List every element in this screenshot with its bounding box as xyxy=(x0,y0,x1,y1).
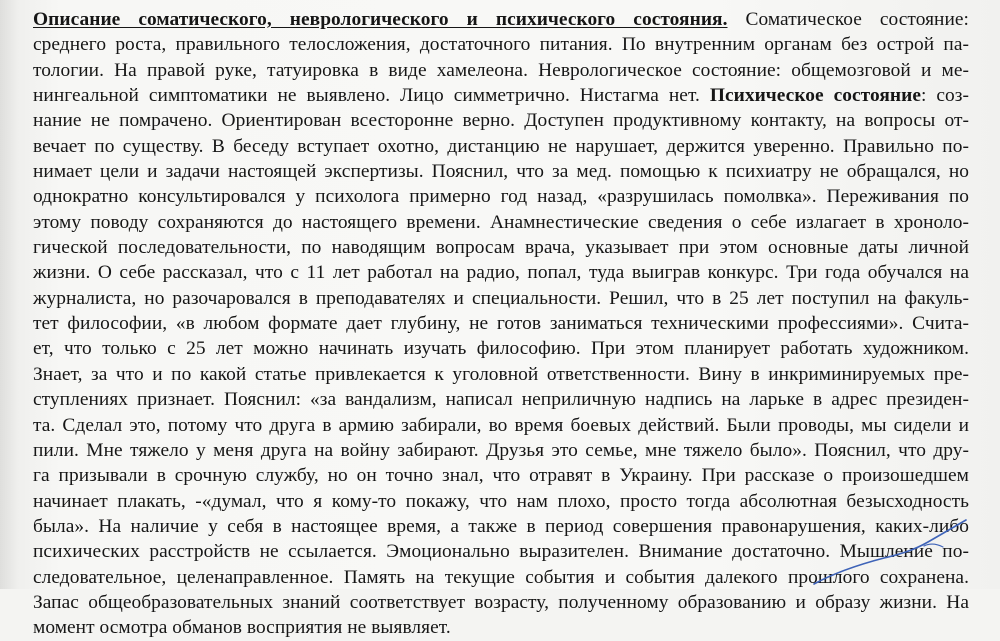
psychic-state-label: Психическое состояние xyxy=(709,85,922,107)
text-line-14: ет, что только с 25 лет можно начинать изучать философию. При этом планирует работать художником. xyxy=(33,338,969,360)
text-line-15: Знает, за что и по какой статье привлекается к уголовной ответственности. Вину в инкриминируемых пре- xyxy=(33,363,969,385)
text-line-24: Запас общеобразовательных знаний соответствует возрасту, полученному образованию и образу жизни. На xyxy=(33,591,969,613)
text-line-6: вечает по существу. В беседу вступает охотно, дистанцию не нарушает, держится уверенно. Правильно по- xyxy=(33,135,969,157)
text-line-10: гической последовательности, по наводящим вопросам врача, указывает при этом основные даты личной xyxy=(33,237,969,259)
text-fragment: Соматическое состояние: xyxy=(727,9,969,30)
section-heading: Описание соматического, неврологического и психического состояния. xyxy=(33,9,728,30)
text-line-12: журналиста, но разочаровался в преподавателях и специальности. Решил, что в 25 лет поступил на факуль- xyxy=(33,287,969,309)
text-line-3: тологии. На правой руке, татуировка в виде хамелеона. Неврологическое состояние: общемозговой и ме- xyxy=(33,59,969,81)
page-edge-shadow xyxy=(0,0,18,589)
text-line-19: га призывали в срочную службу, но он точно знал, что отравят в Украину. При рассказе о произошедшем xyxy=(33,465,969,487)
text-line-20: начинает плакать, -«думал, что я кому-то покажу, что нам плохо, просто тогда абсолютная безысходность xyxy=(33,490,969,512)
text-fragment: : соз- xyxy=(921,85,969,107)
text-line-9: этому поводу сохраняются до настоящего времени. Анамнестические сведения о себе излагает в хроноло- xyxy=(33,211,969,233)
text-line-11: жизни. О себе рассказал, что с 11 лет работал на радио, попал, туда выиграв конкурс. Три года обучался на xyxy=(33,262,969,284)
text-line-25: момент осмотра обманов восприятия не выявляет. xyxy=(33,617,451,639)
text-line-8: однократно консультировался у психолога примерно год назад, «разрушилась помолвка». Переживания по xyxy=(33,186,969,208)
document-body xyxy=(33,7,969,641)
text-line-23: следовательное, целенаправленное. Память на текущие события и события далекого прошлого сохранена. xyxy=(33,566,969,588)
text-line-4 xyxy=(33,83,969,108)
text-line-21: была». На наличие у себя в настоящее время, а также в период совершения правонарушения, каких-либо xyxy=(33,515,969,537)
text-line-1 xyxy=(33,7,969,32)
text-line-13: тет философии, «в любом формате дает глубину, не готов заниматься техническими профессиями». Счита- xyxy=(33,313,969,335)
text-line-16: ступлениях признает. Пояснил: «за вандализм, написал неприличную надпись на ларьке в адрес президен- xyxy=(33,389,969,411)
text-line-17: та. Сделал это, потому что друга в армию забирали, во время боевых действий. Были проводы, мы сидели и xyxy=(33,414,969,436)
text-line-5: нание не помрачено. Ориентирован всесторонне верно. Доступен продуктивному контакту, на вопросы от- xyxy=(33,110,969,132)
text-line-22: психических расстройств не ссылается. Эмоционально выразителен. Внимание достаточно. Мышление по- xyxy=(33,541,969,563)
text-line-2: среднего роста, правильного телосложения, достаточного питания. По внутренним органам без острой па- xyxy=(33,34,969,56)
text-line-18: пили. Мне тяжело у меня друга на войну забирают. Друзья это семье, мне тяжело было». Пояснил, что дру- xyxy=(33,439,969,461)
text-fragment: нингеальной симптоматики не выявлено. Лицо симметрично. Нистагма нет. xyxy=(33,85,700,107)
text-line-7: нимает цели и задачи настоящей экспертизы. Пояснил, что за мед. помощью к психиатру не обращался, но xyxy=(33,161,969,183)
